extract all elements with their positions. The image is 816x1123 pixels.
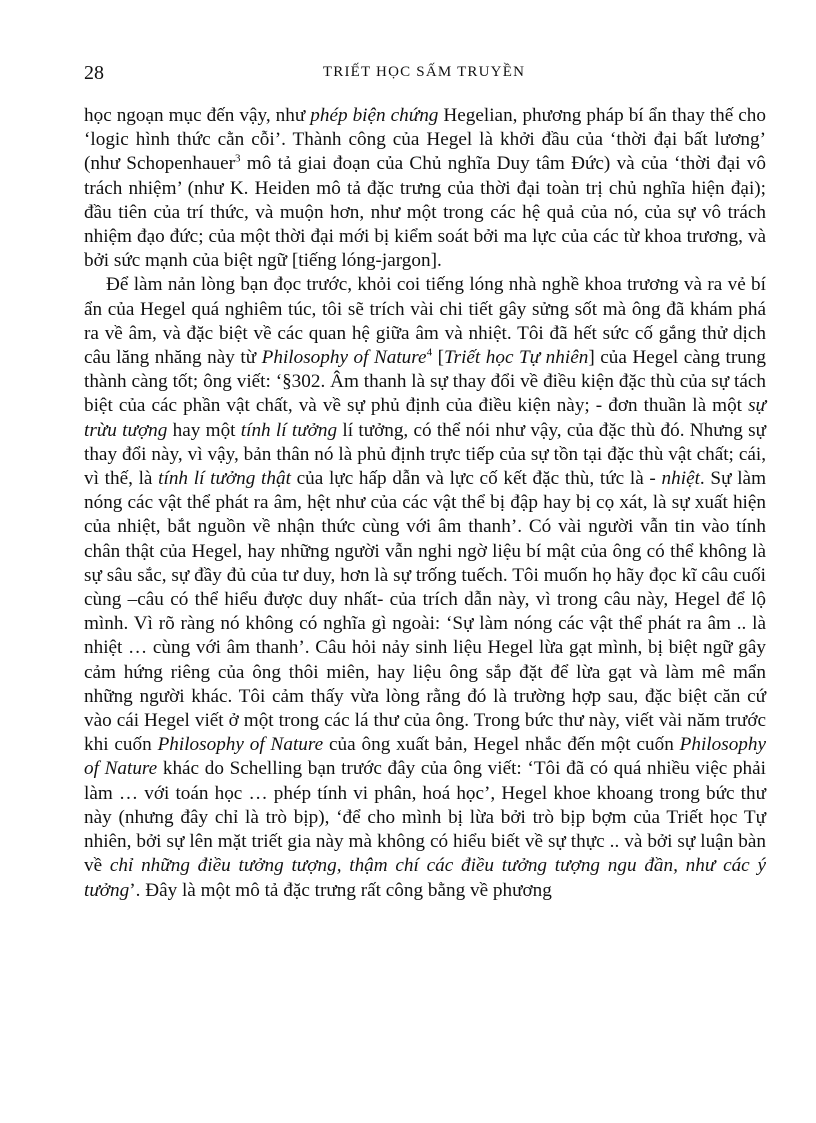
footnote-ref: 4 bbox=[426, 346, 433, 359]
text-run: . Sự làm nóng các vật thể phát ra âm, hệt như của các vật thể bị đập hay bị cọ xát, là sự xuất hiện của nhiệt, bắt nguồn về nhận thức cùng với âm thanh’. Có vài người vẫn tin vào tính chân thật của Hegel, hay những người vẫn nghi ngờ liệu bí mật của ông có thể không là sự sâu sắc, sự đầy đủ của tư duy, hơn là sự trống tuếch. Tôi muốn họ hãy đọc kĩ câu cuối cùng –câu có thể hiểu được duy nhất- của trích dẫn này, vì trong câu này, Hegel để lộ mình. Vì rõ ràng nó không có nghĩa gì ngoài: ‘Sự làm nóng các vật thể phát ra âm .. là nhiệt … cùng với âm thanh’. Câu hỏi nảy sinh liệu Hegel lừa gạt mình, bị biệt ngữ gây cảm hứng riêng của ông thôi miên, hay liệu ông sắp đặt để lừa gạt và làm mê mẩn những người khác. Tôi cảm thấy vừa lòng rằng đó là trường hợp sau, đặc biệt căn cứ vào cái Hegel viết ở một trong các lá thư của ông. Trong bức thư này, viết vài năm trước khi cuốn bbox=[84, 468, 766, 756]
book-title: Philosophy of Nature bbox=[84, 734, 766, 780]
italic-term: nhiệt bbox=[661, 468, 700, 490]
book-title: Philosophy of Nature bbox=[157, 734, 324, 756]
text-run: mô tả giai đoạn của Chủ nghĩa Duy tâm Đức) và của ‘thời đại vô trách nhiệm’ (như K. Heiden mô tả đặc trưng của thời đại toàn trị chủ nghĩa hiện đại); đầu tiên của trí thức, và muộn hơn, như một trong các hệ quả của nó, của sự vô trách nhiệm đạo đức; của một thời đại mới bị kiểm soát bởi ma lực của các từ khoa trương, và bởi sức mạnh của biệt ngữ [tiếng lóng-jargon]. bbox=[84, 153, 766, 272]
italic-term: sự trừu tượng bbox=[84, 395, 766, 441]
page-header bbox=[84, 62, 764, 88]
text-run: khác do Schelling bạn trước đây của ông viết: ‘Tôi đã có quá nhiều việc phải làm … với toán học … phép tính vi phân, hoá học’, Hegel khoe khoang trong bức thư này (nhưng đây chỉ là trò bịp), ‘để cho mình bị lừa bởi trò bịp bợm của Triết học Tự nhiên, bởi sự lên mặt triết gia này mà không có hiểu biết về sự thực .. và bởi sự luận bàn về bbox=[84, 758, 767, 877]
body-text bbox=[84, 104, 766, 903]
text-run: Để làm nản lòng bạn đọc trước, khỏi coi tiếng lóng nhà nghề khoa trương và ra vẻ bí ẩn của Hegel quá nghiêm túc, tôi sẽ trích vài chi tiết gây sửng sốt mà ông đã khám phá ra về âm, và đặc biệt về các quan hệ giữa âm và nhiệt. Tôi đã hết sức cố gắng thử dịch câu lăng nhăng này từ bbox=[84, 274, 766, 369]
text-run: lí tưởng, có thể nói như vậy, của đặc thù đó. Nhưng sự thay đổi này, vì vậy, bản thân nó là phủ định trực tiếp của sự tồn tại đặc thù vật chất; cái, vì thế, là bbox=[84, 419, 766, 490]
book-title: Philosophy of Nature bbox=[261, 347, 427, 369]
italic-quote: chỉ những điều tưởng tượng, thậm chí các điều tưởng tượng ngu đần, như các ý tưởng bbox=[84, 855, 766, 901]
text-run: học ngoạn mục đến vậy, như bbox=[84, 105, 311, 126]
text-run: hay một bbox=[167, 419, 241, 441]
italic-term: phép biện chứng bbox=[310, 105, 439, 126]
text-run: của lực hấp dẫn và lực cố kết đặc thù, tức là - bbox=[290, 468, 662, 490]
paragraph-1 bbox=[84, 104, 766, 273]
italic-term: tính lí tưởng bbox=[240, 419, 338, 441]
italic-term: tính lí tưởng thật bbox=[158, 468, 291, 490]
text-run: Hegelian, phương pháp bí ẩn thay thế cho ‘logic hình thức cằn cỗi’. Thành công của Hegel là khởi đầu của ‘thời đại bất lương’ (như Schopenhauer bbox=[84, 105, 766, 175]
italic-term: Triết học Tự nhiên bbox=[443, 347, 589, 369]
page-number: 28 bbox=[84, 62, 104, 84]
text-run: ] của Hegel càng trung thành càng tốt; ông viết: ‘§302. Âm thanh là sự thay đổi về điều kiện đặc thù của sự tách biệt của các phần vật chất, và về sự phủ định của điều kiện này; - đơn thuần là một bbox=[84, 347, 766, 417]
paragraph-2 bbox=[84, 273, 766, 902]
text-run: của ông xuất bản, Hegel nhắc đến một cuốn bbox=[323, 734, 680, 756]
footnote-ref: 3 bbox=[234, 153, 241, 166]
text-run: ’. Đây là một mô tả đặc trưng rất công bằng về phương bbox=[129, 879, 552, 901]
text-run: [ bbox=[432, 347, 444, 369]
running-title: TRIẾT HỌC SẤM TRUYỀN bbox=[322, 64, 526, 80]
